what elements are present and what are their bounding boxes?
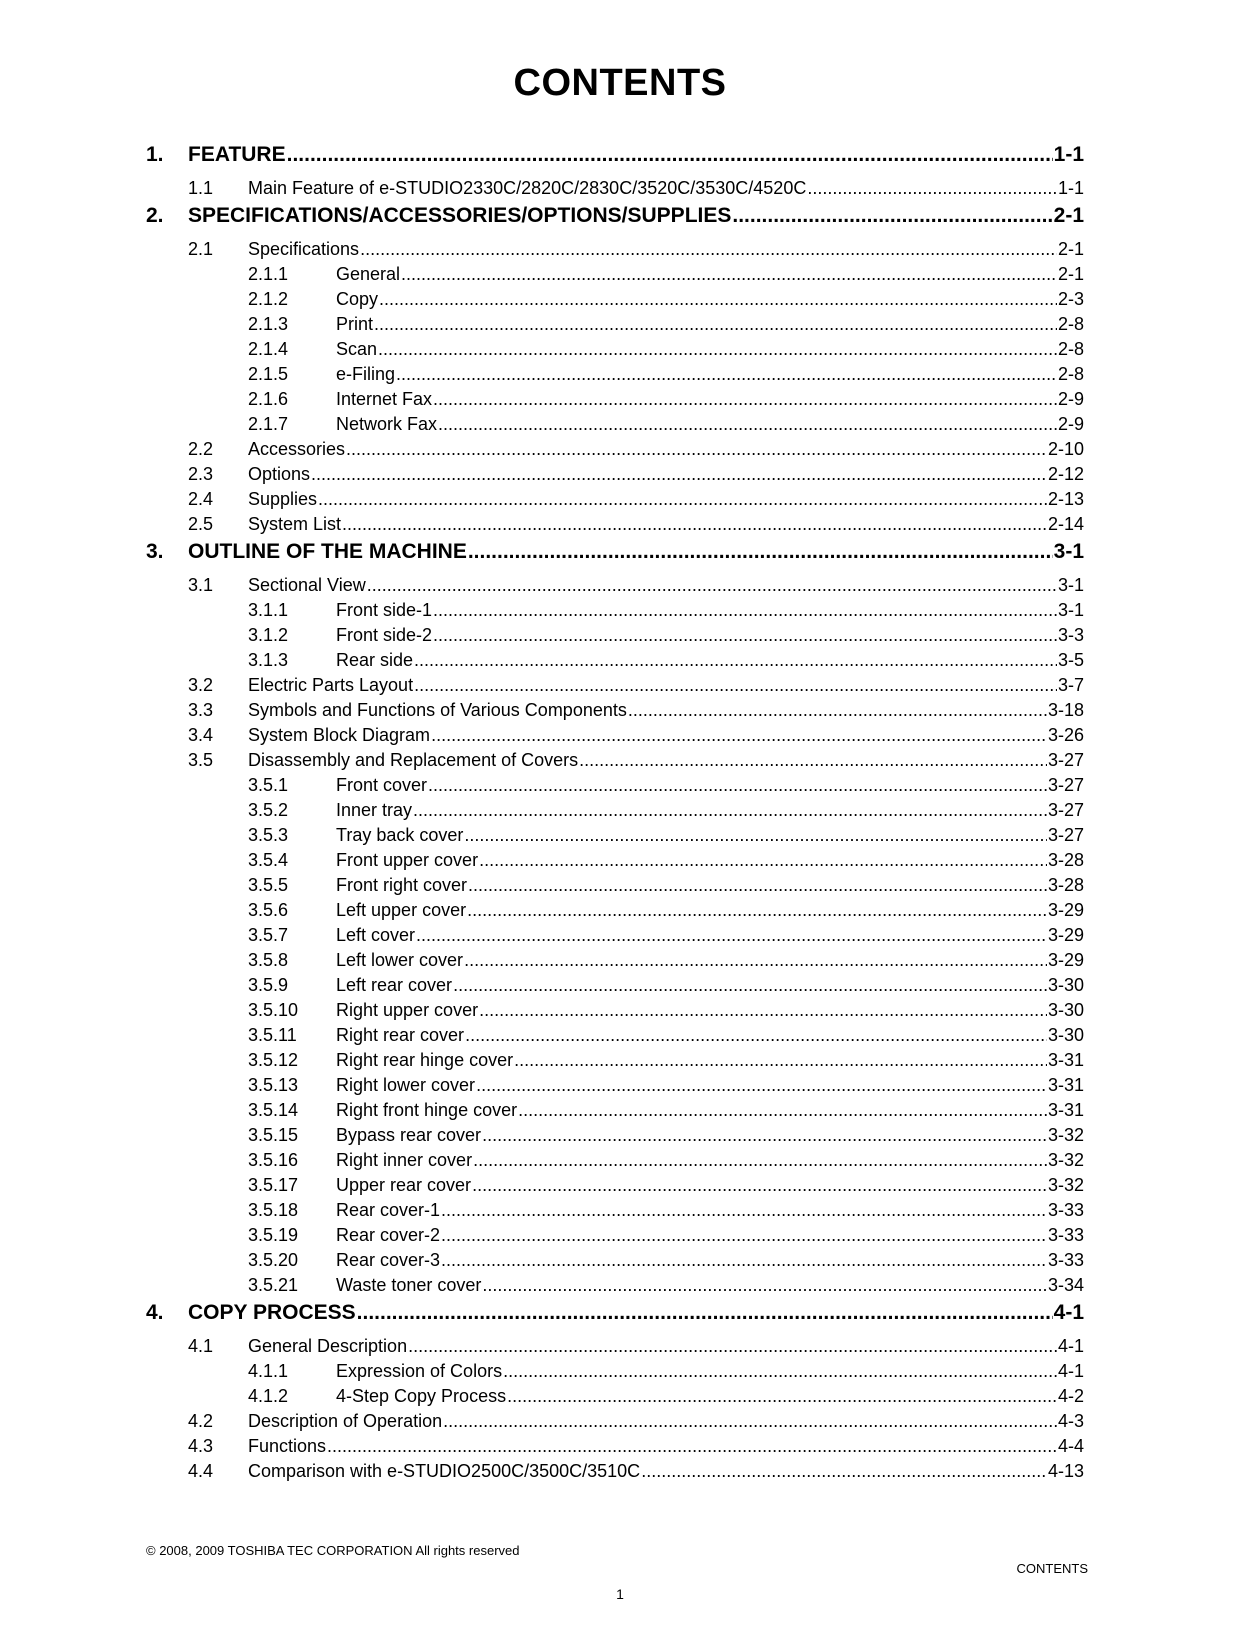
toc-dot-leader (408, 1336, 1057, 1357)
toc-entry[interactable] (146, 1275, 1084, 1300)
toc-entry-page: 1-1 (1057, 178, 1084, 198)
toc-entry-title: Main Feature of e-STUDIO2330C/2820C/2830C/3520C/3530C/4520C (248, 178, 807, 198)
toc-entry-number: 4.3 (188, 1436, 214, 1456)
toc-dot-leader (360, 239, 1057, 260)
toc-dot-leader (342, 514, 1047, 535)
toc-entry-title: Sectional View (248, 575, 366, 595)
toc-entry-page: 3-1 (1057, 600, 1084, 620)
toc-entry[interactable] (146, 364, 1084, 389)
toc-entry-title: Front cover (336, 775, 428, 795)
toc-dot-leader (413, 800, 1047, 821)
toc-dot-leader (465, 1025, 1047, 1046)
toc-entry-title: Left cover (336, 925, 416, 945)
toc-entry[interactable] (146, 1461, 1084, 1486)
toc-entry-number: 3.5.20 (248, 1250, 299, 1270)
toc-dot-leader (287, 143, 1053, 167)
toc-dot-leader (416, 925, 1047, 946)
toc-dot-leader (374, 314, 1057, 335)
toc-entry-title: Comparison with e-STUDIO2500C/3500C/3510C (248, 1461, 641, 1481)
toc-entry-number: 3.5.17 (248, 1175, 299, 1195)
toc-entry-title: Copy (336, 289, 379, 309)
toc-dot-leader (628, 700, 1047, 721)
toc-dot-leader (311, 464, 1047, 485)
toc-entry[interactable] (146, 239, 1084, 264)
toc-entry-page: 3-32 (1047, 1125, 1084, 1145)
toc-entry-title: System Block Diagram (248, 725, 431, 745)
toc-entry-title: Right rear cover (336, 1025, 465, 1045)
page-number: 1 (616, 1586, 624, 1602)
toc-entry-number: 2.1.1 (248, 264, 289, 284)
toc-entry-title: Rear cover-2 (336, 1225, 441, 1245)
toc-entry-number: 2.5 (188, 514, 214, 534)
toc-entry-number: 3.5.9 (248, 975, 289, 995)
toc-entry-title: Front right cover (336, 875, 468, 895)
toc-entry[interactable] (146, 900, 1084, 925)
toc-entry-number: 3.1.1 (248, 600, 289, 620)
toc-entry-page: 2-3 (1057, 289, 1084, 309)
toc-entry[interactable] (146, 725, 1084, 750)
toc-entry-page: 4-4 (1057, 1436, 1084, 1456)
toc-entry[interactable] (146, 1301, 1084, 1336)
toc-entry[interactable] (146, 850, 1084, 875)
toc-entry-title: Upper rear cover (336, 1175, 472, 1195)
toc-entry-page: 2-9 (1057, 389, 1084, 409)
toc-entry-number: 3. (146, 540, 164, 563)
toc-entry-number: 4.2 (188, 1411, 214, 1431)
toc-entry-number: 3.5.14 (248, 1100, 299, 1120)
toc-entry-number: 2.1.6 (248, 389, 289, 409)
toc-entry-page: 3-33 (1047, 1250, 1084, 1270)
toc-entry-number: 3.5 (188, 750, 214, 770)
toc-entry-page: 2-1 (1057, 264, 1084, 284)
toc-entry[interactable] (146, 1150, 1084, 1175)
toc-entry-number: 3.5.2 (248, 800, 289, 820)
toc-entry-number: 3.5.13 (248, 1075, 299, 1095)
toc-entry-title: Front side-2 (336, 625, 433, 645)
toc-entry-number: 3.5.4 (248, 850, 289, 870)
toc-dot-leader (467, 900, 1047, 921)
toc-entry-page: 3-31 (1047, 1075, 1084, 1095)
toc-entry-number: 2.1.5 (248, 364, 289, 384)
toc-dot-leader (579, 750, 1047, 771)
toc-entry-page: 3-33 (1047, 1225, 1084, 1245)
toc-dot-leader (453, 975, 1047, 996)
toc-dot-leader (378, 339, 1057, 360)
toc-entry-number: 2.1.4 (248, 339, 289, 359)
toc-entry-page: 2-8 (1057, 314, 1084, 334)
toc-entry-number: 3.5.11 (248, 1025, 297, 1045)
toc-entry-number: 3.1 (188, 575, 214, 595)
toc-entry[interactable] (146, 439, 1084, 464)
toc-entry-number: 2. (146, 204, 164, 227)
toc-entry[interactable] (146, 514, 1084, 539)
toc-entry-page: 2-9 (1057, 414, 1084, 434)
toc-entry-title: System List (248, 514, 342, 534)
toc-entry-title: Rear cover-1 (336, 1200, 441, 1220)
toc-entry-title: Description of Operation (248, 1411, 443, 1431)
toc-dot-leader (433, 600, 1057, 621)
toc-entry-number: 3.2 (188, 675, 214, 695)
toc-entry-title: Accessories (248, 439, 346, 459)
toc-entry-page: 3-29 (1047, 925, 1084, 945)
toc-entry-title: Inner tray (336, 800, 413, 820)
toc-dot-leader (514, 1050, 1047, 1071)
toc-entry-number: 2.4 (188, 489, 214, 509)
toc-dot-leader (396, 364, 1057, 385)
toc-entry-title: SPECIFICATIONS/ACCESSORIES/OPTIONS/SUPPLIES (188, 204, 732, 227)
toc-entry-number: 2.1.2 (248, 289, 289, 309)
toc-entry-page: 2-1 (1053, 204, 1084, 227)
toc-entry-number: 4.1 (188, 1336, 214, 1356)
toc-entry-page: 4-1 (1057, 1361, 1084, 1381)
toc-entry[interactable] (146, 925, 1084, 950)
toc-entry-title: Left rear cover (336, 975, 453, 995)
footer-section-label: CONTENTS (1016, 1561, 1088, 1576)
toc-entry[interactable] (146, 1361, 1084, 1386)
toc-entry-number: 3.5.16 (248, 1150, 299, 1170)
toc-entry-page: 3-1 (1057, 575, 1084, 595)
toc-entry-page: 1-1 (1053, 143, 1084, 166)
toc-entry-number: 3.5.21 (248, 1275, 299, 1295)
toc-entry-title: Functions (248, 1436, 327, 1456)
toc-entry-page: 4-1 (1053, 1301, 1084, 1324)
toc-entry-title: Expression of Colors (336, 1361, 503, 1381)
table-of-contents (146, 143, 1084, 1486)
toc-entry-page: 2-8 (1057, 364, 1084, 384)
toc-entry[interactable] (146, 178, 1084, 203)
toc-entry[interactable] (146, 1175, 1084, 1200)
toc-dot-leader (428, 775, 1047, 796)
toc-dot-leader (507, 1386, 1057, 1407)
toc-entry-page: 3-29 (1047, 900, 1084, 920)
toc-entry-number: 4.1.1 (248, 1361, 289, 1381)
toc-dot-leader (441, 1200, 1047, 1221)
toc-dot-leader (732, 204, 1052, 228)
toc-entry-page: 4-2 (1057, 1386, 1084, 1406)
toc-entry[interactable] (146, 575, 1084, 600)
toc-entry-page: 3-28 (1047, 850, 1084, 870)
toc-entry-title: Symbols and Functions of Various Components (248, 700, 627, 720)
toc-dot-leader (431, 725, 1047, 746)
toc-entry-page: 3-31 (1047, 1050, 1084, 1070)
toc-entry-number: 3.5.18 (248, 1200, 299, 1220)
toc-entry-number: 3.5.5 (248, 875, 289, 895)
toc-entry[interactable] (146, 1200, 1084, 1225)
toc-entry-page: 3-5 (1057, 650, 1084, 670)
toc-entry[interactable] (146, 1000, 1084, 1025)
toc-entry[interactable] (146, 143, 1084, 178)
toc-dot-leader (367, 575, 1057, 596)
toc-entry-number: 3.5.8 (248, 950, 289, 970)
toc-dot-leader (468, 875, 1047, 896)
toc-dot-leader (438, 414, 1057, 435)
toc-entry-number: 3.3 (188, 700, 214, 720)
toc-entry-title: General Description (248, 1336, 408, 1356)
toc-entry[interactable] (146, 1336, 1084, 1361)
toc-entry[interactable] (146, 389, 1084, 414)
toc-entry-page: 3-7 (1057, 675, 1084, 695)
toc-entry-number: 3.1.3 (248, 650, 289, 670)
toc-entry-page: 3-34 (1047, 1275, 1084, 1295)
toc-entry-page: 3-1 (1053, 540, 1084, 563)
toc-entry-title: e-Filing (336, 364, 396, 384)
toc-entry[interactable] (146, 264, 1084, 289)
toc-entry[interactable] (146, 775, 1084, 800)
toc-entry-title: Front upper cover (336, 850, 479, 870)
toc-entry-title: Disassembly and Replacement of Covers (248, 750, 579, 770)
toc-entry-title: FEATURE (188, 143, 286, 166)
toc-entry[interactable] (146, 314, 1084, 339)
toc-entry-page: 3-26 (1047, 725, 1084, 745)
toc-entry-page: 4-3 (1057, 1411, 1084, 1431)
toc-entry-number: 3.5.6 (248, 900, 289, 920)
toc-dot-leader (327, 1436, 1057, 1457)
toc-entry-page: 3-29 (1047, 950, 1084, 970)
toc-entry-title: 4-Step Copy Process (336, 1386, 507, 1406)
toc-dot-leader (473, 1150, 1047, 1171)
toc-entry[interactable] (146, 1075, 1084, 1100)
toc-entry-number: 3.5.15 (248, 1125, 299, 1145)
toc-entry-page: 2-10 (1047, 439, 1084, 459)
toc-entry-page: 3-27 (1047, 775, 1084, 795)
toc-entry-number: 1.1 (188, 178, 214, 198)
toc-entry[interactable] (146, 1436, 1084, 1461)
toc-entry-number: 4.4 (188, 1461, 214, 1481)
toc-entry[interactable] (146, 414, 1084, 439)
toc-dot-leader (401, 264, 1057, 285)
toc-entry-page: 3-27 (1047, 800, 1084, 820)
toc-entry[interactable] (146, 1250, 1084, 1275)
toc-dot-leader (433, 389, 1057, 410)
page-title: CONTENTS (513, 62, 727, 104)
toc-dot-leader (346, 439, 1047, 460)
toc-dot-leader (807, 178, 1057, 199)
toc-entry[interactable] (146, 975, 1084, 1000)
toc-entry[interactable] (146, 1386, 1084, 1411)
toc-dot-leader (479, 1000, 1047, 1021)
toc-dot-leader (414, 675, 1057, 696)
toc-entry-title: Right upper cover (336, 1000, 479, 1020)
toc-entry-page: 3-18 (1047, 700, 1084, 720)
toc-entry-number: 3.5.19 (248, 1225, 299, 1245)
toc-dot-leader (482, 1125, 1047, 1146)
toc-entry[interactable] (146, 750, 1084, 775)
toc-entry-number: 3.5.10 (248, 1000, 299, 1020)
toc-entry-title: Network Fax (336, 414, 438, 434)
toc-entry[interactable] (146, 800, 1084, 825)
toc-entry-page: 2-13 (1047, 489, 1084, 509)
toc-entry[interactable] (146, 1100, 1084, 1125)
toc-entry[interactable] (146, 1225, 1084, 1250)
toc-entry-title: Bypass rear cover (336, 1125, 482, 1145)
toc-entry-number: 3.1.2 (248, 625, 289, 645)
toc-dot-leader (503, 1361, 1057, 1382)
toc-entry-title: Scan (336, 339, 378, 359)
toc-entry-number: 2.1 (188, 239, 214, 259)
toc-entry[interactable] (146, 600, 1084, 625)
toc-entry-number: 3.5.3 (248, 825, 289, 845)
toc-dot-leader (479, 850, 1047, 871)
toc-entry[interactable] (146, 540, 1084, 575)
toc-entry-title: Right rear hinge cover (336, 1050, 514, 1070)
toc-entry-page: 3-31 (1047, 1100, 1084, 1120)
toc-dot-leader (472, 1175, 1047, 1196)
toc-entry-title: OUTLINE OF THE MACHINE (188, 540, 467, 563)
toc-entry[interactable] (146, 625, 1084, 650)
toc-entry-page: 3-3 (1057, 625, 1084, 645)
toc-entry-title: Right lower cover (336, 1075, 476, 1095)
toc-entry-title: Right front hinge cover (336, 1100, 518, 1120)
toc-entry-number: 3.4 (188, 725, 214, 745)
toc-dot-leader (441, 1225, 1047, 1246)
toc-entry-number: 4. (146, 1301, 164, 1324)
toc-entry-page: 2-14 (1047, 514, 1084, 534)
toc-entry[interactable] (146, 1411, 1084, 1436)
toc-entry-number: 4.1.2 (248, 1386, 289, 1406)
toc-entry-page: 3-27 (1047, 825, 1084, 845)
toc-entry-page: 3-30 (1047, 975, 1084, 995)
toc-entry[interactable] (146, 825, 1084, 850)
toc-entry-page: 3-32 (1047, 1150, 1084, 1170)
toc-dot-leader (441, 1250, 1047, 1271)
toc-entry[interactable] (146, 464, 1084, 489)
toc-entry[interactable] (146, 289, 1084, 314)
toc-dot-leader (464, 950, 1047, 971)
toc-dot-leader (518, 1100, 1047, 1121)
toc-entry-page: 3-33 (1047, 1200, 1084, 1220)
toc-entry[interactable] (146, 875, 1084, 900)
toc-entry-page: 3-30 (1047, 1025, 1084, 1045)
toc-entry-title: Options (248, 464, 311, 484)
toc-entry-number: 3.5.7 (248, 925, 289, 945)
toc-dot-leader (357, 1301, 1053, 1325)
toc-dot-leader (318, 489, 1047, 510)
toc-entry[interactable] (146, 204, 1084, 239)
toc-entry-title: Internet Fax (336, 389, 433, 409)
toc-entry-title: Waste toner cover (336, 1275, 482, 1295)
toc-entry-title: Rear cover-3 (336, 1250, 441, 1270)
toc-entry-title: Print (336, 314, 374, 334)
toc-entry[interactable] (146, 675, 1084, 700)
toc-entry-page: 4-13 (1047, 1461, 1084, 1481)
toc-entry[interactable] (146, 339, 1084, 364)
toc-entry[interactable] (146, 1050, 1084, 1075)
toc-entry-title: Tray back cover (336, 825, 464, 845)
toc-entry[interactable] (146, 950, 1084, 975)
toc-entry-title: Left lower cover (336, 950, 464, 970)
toc-entry-page: 4-1 (1057, 1336, 1084, 1356)
toc-entry-title: Supplies (248, 489, 318, 509)
toc-entry[interactable] (146, 489, 1084, 514)
toc-entry-title: Specifications (248, 239, 360, 259)
toc-entry[interactable] (146, 700, 1084, 725)
toc-entry-page: 3-28 (1047, 875, 1084, 895)
toc-entry-number: 2.3 (188, 464, 214, 484)
toc-dot-leader (379, 289, 1057, 310)
toc-dot-leader (414, 650, 1057, 671)
toc-entry-page: 2-8 (1057, 339, 1084, 359)
toc-entry-number: 3.5.1 (248, 775, 289, 795)
copyright-notice: © 2008, 2009 TOSHIBA TEC CORPORATION All rights reserved (146, 1543, 520, 1558)
toc-dot-leader (443, 1411, 1057, 1432)
toc-entry-title: Electric Parts Layout (248, 675, 414, 695)
toc-entry-number: 3.5.12 (248, 1050, 299, 1070)
toc-entry-page: 3-32 (1047, 1175, 1084, 1195)
toc-entry-page: 2-12 (1047, 464, 1084, 484)
toc-entry-title: Rear side (336, 650, 414, 670)
toc-entry[interactable] (146, 1025, 1084, 1050)
toc-entry-page: 3-27 (1047, 750, 1084, 770)
toc-entry[interactable] (146, 650, 1084, 675)
toc-entry-number: 2.1.7 (248, 414, 289, 434)
toc-dot-leader (433, 625, 1057, 646)
toc-entry-title: Front side-1 (336, 600, 433, 620)
toc-dot-leader (464, 825, 1047, 846)
toc-entry[interactable] (146, 1125, 1084, 1150)
toc-entry-title: COPY PROCESS (188, 1301, 356, 1324)
toc-entry-title: General (336, 264, 401, 284)
toc-dot-leader (476, 1075, 1047, 1096)
toc-dot-leader (482, 1275, 1047, 1296)
toc-entry-title: Left upper cover (336, 900, 467, 920)
toc-entry-number: 2.2 (188, 439, 214, 459)
toc-dot-leader (641, 1461, 1047, 1482)
toc-entry-page: 3-30 (1047, 1000, 1084, 1020)
toc-entry-number: 2.1.3 (248, 314, 289, 334)
toc-entry-page: 2-1 (1057, 239, 1084, 259)
toc-entry-title: Right inner cover (336, 1150, 473, 1170)
toc-entry-number: 1. (146, 143, 164, 166)
toc-dot-leader (468, 540, 1053, 564)
